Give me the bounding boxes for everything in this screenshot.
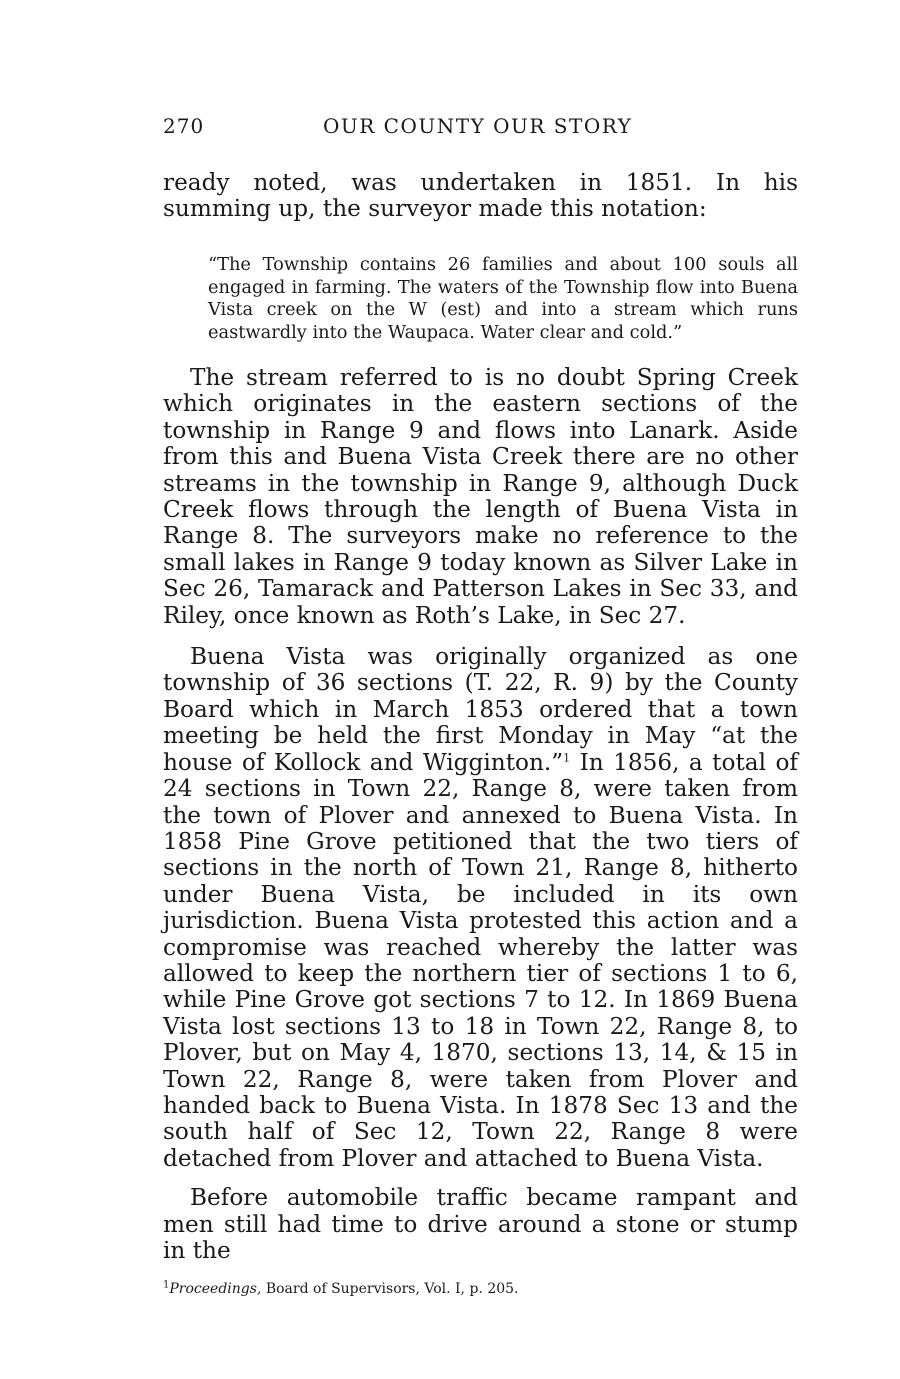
footnote [163, 1280, 798, 1298]
paragraph-organization-text-a: Buena Vista was originally organized as one township of 36 sections (T. 22, R. 9) by the County Board which in March 1853 ordered that a town meeting be held the first Monday in May “at the house of Kollock and Wigginton.” [163, 643, 798, 776]
footnote-text: Board of Supervisors, Vol. I, p. 205. [261, 1281, 519, 1298]
footnote-mark: 1 [163, 1279, 170, 1291]
footnote-reference: 1 [563, 750, 571, 764]
running-title: OUR COUNTY OUR STORY [323, 114, 633, 138]
footnote-source-title: Proceedings, [169, 1281, 262, 1298]
paragraph-organization-text-b: In 1856, a total of 24 sections in Town 22, Range 8, were taken from the town of Plover and annexed to Buena Vista. In 1858 Pine Grove petitioned that the two tiers of sections in the north of Town 21, Range 8, hitherto under Buena Vista, be included in its own jurisdiction. Buena Vista protested this action and a compromise was reached whereby the latter was allowed to keep the northern tier of sections 1 to 6, while Pine Grove got sections 7 to 12. In 1869 Buena Vista lost sections 13 to 18 in Town 22, Range 8, to Plover, but on May 4, 1870, sections 13, 14, & 15 in Town 22, Range 8, were taken from Plover and handed back to Buena Vista. In 1878 Sec 13 and the south half of Sec 12, Town 22, Range 8 were detached from Plover and attached to Buena Vista. [163, 748, 798, 1172]
page-number: 270 [163, 114, 205, 138]
paragraph-stream: The stream referred to is no doubt Spring Creek which originates in the eastern sections of the township in Range 9 and flows into Lanark. Aside from this and Buena Vista Creek there are no other streams in the township in Range 9, although Duck Creek flows through the length of Buena Vista in Range 8. The surveyors make no reference to the small lakes in Range 9 today known as Silver Lake in Sec 26, Tamarack and Patterson Lakes in Sec 33, and Riley, once known as Roth’s Lake, in Sec 27. [163, 364, 798, 629]
book-page [163, 114, 798, 1298]
intro-paragraph: ready noted, was undertaken in 1851. In his summing up, the surveyor made this notation: [163, 169, 798, 223]
surveyor-quote: “The Township contains 26 families and about 100 souls all engaged in farming. The waters of the Township flow into Buena Vista creek on the W (est) and into a stream which runs eastwardly into the Waupaca. Water clear and cold.” [208, 253, 798, 344]
paragraph-automobile: Before automobile traffic became rampant and men still had time to drive around a stone or stump in the [163, 1184, 798, 1264]
paragraph-organization [163, 644, 798, 1172]
page-header [163, 114, 798, 144]
